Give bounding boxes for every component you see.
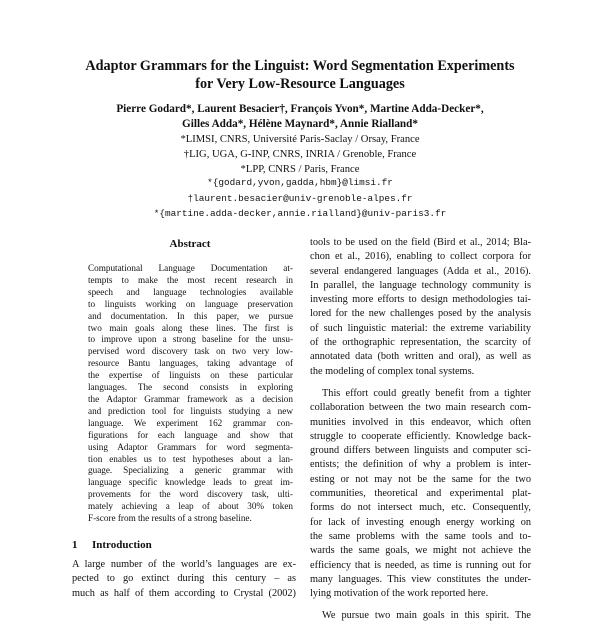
author-line: Pierre Godard*, Laurent Besacier†, François Yvon*, Martine Adda-Decker*, [116,103,484,115]
text-line: entists; the definition of why a problem is inter- [310,459,531,471]
text-line: forms do not intersect much, etc. Consequently, [310,502,531,514]
text-line: investing more efforts to design methodologies tai- [310,294,531,306]
text-line: F-score from the results of a strong baseline. [88,513,252,524]
paragraph [310,236,531,379]
abstract-heading: Abstract [169,238,211,250]
email: *{godard,yvon,gadda,hbm}@limsi.fr [207,177,393,188]
text-line: and prediction tool for linguists studying a new [88,405,293,416]
text-line: languages. The second consists in exploring [88,382,293,393]
text-line: tempts to make the most recent research in [88,274,293,285]
text-line: Computational Language Documentation at- [88,263,293,273]
paragraph [310,609,531,623]
text-line: wards the same goals, we might not achieve the [310,545,531,557]
introduction-heading [72,539,152,551]
section-number: 1 [72,539,78,551]
text-line: ground differs between linguists and computer sci- [310,445,531,457]
text-line: the Adaptor Grammar framework as a decision [88,393,293,404]
affiliation: †LIG, UGA, G-INP, CNRS, INRIA / Grenoble, France [183,149,417,160]
text-line: the modeling of complex tonal systems. [310,365,475,377]
paragraph [310,387,531,601]
introduction-body [72,558,296,601]
text-line: language specific knowledge leads to great im- [88,477,293,488]
text-line: figurations for each language and show that [88,429,293,440]
text-line: A large number of the world’s languages are ex- [72,559,296,570]
text-line: collaboration between the two main research com- [310,402,531,414]
text-line: tion enables us to test hypotheses about a lan- [88,453,293,464]
text-line: tools to be used on the field (Bird et al., 2014; Bla- [310,237,531,248]
text-line: of the orthographic representation, the scarcity of [310,337,531,349]
text-line: esting or not may not be the same for the two [310,473,531,485]
text-line: pected to go extinct during this century – as [72,573,296,585]
text-line: struggle to cooperate efficiently. Knowledge back- [310,430,531,442]
text-line: to linguists working on language preservation [88,298,293,309]
email: *{martine.adda-decker,annie.rialland}@univ-paris3.fr [153,208,447,219]
text-line: This effort could greatly benefit from a tighter [322,387,531,399]
text-line: provements for the word discovery task, ulti- [88,489,293,500]
text-line: pervised word discovery task on two very low- [88,346,293,357]
text-line: communities, theoretical and experimental plat- [310,488,531,500]
text-line: language. We experiment 162 grammar con- [88,417,293,428]
section-title: Introduction [92,539,152,551]
right-column [310,236,531,624]
text-line: lored for the new challenges posed by the analysis [310,308,531,320]
text-line: chon et al., 2016), enabling to collect corpora for [310,251,531,263]
affiliation: *LIMSI, CNRS, Université Paris-Saclay / Orsay, France [180,134,420,145]
text-line: and documentation. In this paper, we pursue [88,310,293,321]
text-line: In parallel, the language technology community is [310,279,531,291]
text-line: many languages. This view constitutes the under- [310,573,531,585]
text-line: guage. Specializing a generic grammar with [88,465,293,476]
text-line: efficiency that is needed, as time is running out for [310,559,531,571]
text-line: two main goals along these lines. The first is [88,322,293,333]
text-line: of such linguistic material: the extreme variability [310,322,531,334]
text-line: the expertise of linguists on these particular [88,370,293,381]
text-line: much as half of them according to Crystal (2002) [72,587,296,599]
text-line: the same problems with the same tools and to- [310,530,531,542]
text-line: several endangered languages (Adda et al., 2016). [310,265,531,277]
text-line: for lack of investing enough energy working on [310,516,531,528]
text-line: annotated data (both written and oral), as well as [310,351,531,363]
affiliation: *LPP, CNRS / Paris, France [240,164,360,175]
text-line: resource Bantu languages, taking advantage of [88,358,293,369]
text-line: speech and language technologies available [88,286,293,297]
email: †laurent.besacier@univ-grenoble-alpes.fr [187,192,413,204]
text-line: lying motivation of the work reported here. [310,588,489,600]
text-line: munities involved in this endeavor, which often [310,416,531,428]
author-line: Gilles Adda*, Hélène Maynard*, Annie Rialland* [182,118,418,130]
email-list [40,175,560,222]
text-line: mately achieving a leap of about 30% token [88,501,293,512]
paper-title [40,57,560,93]
title-line: Adaptor Grammars for the Linguist: Word Segmentation Experiments [85,58,515,74]
title-line: for Very Low-Resource Languages [195,76,405,92]
text-line: We pursue two main goals in this spirit. The [322,610,531,622]
affiliations [40,132,560,177]
abstract-body [88,263,293,525]
text-line: using Adaptor Grammars for word segmenta- [88,441,293,452]
author-list [40,102,560,132]
text-line: to improve upon a strong baseline for the unsu- [88,334,293,345]
